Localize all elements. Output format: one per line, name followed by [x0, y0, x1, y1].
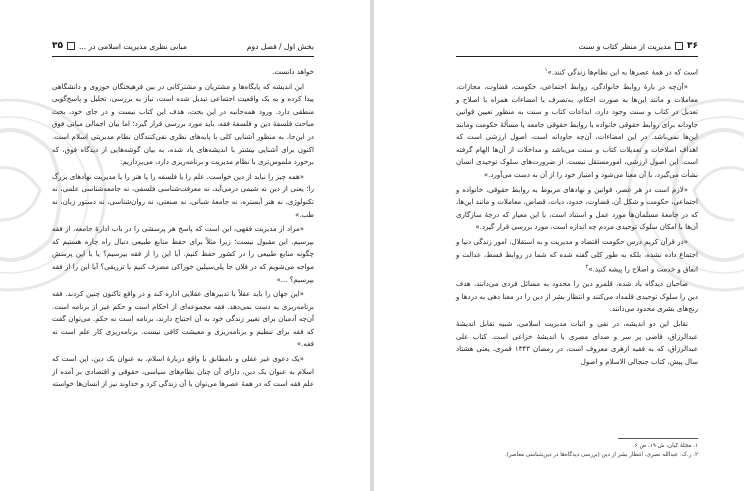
left-header — [52, 38, 314, 54]
paragraph-text: است که در همهٔ عصرها به این نظام‌ها زندگی کنند.» — [547, 68, 698, 77]
footnote: ۱. مجلهٔ کیان، ش ۱۹، ص ۶. — [632, 443, 698, 449]
quote-paragraph: «مراد از مدیریت فقهی، این است که پاسخ هر پرسشی را در باب ادارهٔ جامعه، از فقه بپرسیم. این مقبول نیست؛ زیرا مثلاً برای حفظ منابع طبیعی دنبال راه چاره هستیم که چگونه منابع طبیعی را در کشور حفظ کنیم. آیا این را از فقه بپرسیم؟ یا با این پرسش مواجه می‌شویم که در فلان جا پلی‌سیلین خوراکی مصرف کنیم یا تزریقی؟ آیا این را از فقه بپرسیم؟ ...» — [52, 225, 314, 284]
header-running-title: مدیریت از منظر کتاب و سنت — [578, 41, 671, 51]
quote-paragraph: «این جهان را باید عقلاً با تدبیرهای عقلایی اداره کند و در واقع تاکنون چنین کردند. فقه برنامه‌ریزی به دست نمی‌دهد. فقه مجموعه‌ای از احکام است و حکم غیر از برنامه است. آن‌چه آدمیان برای تغییر زندگی خود به آن احتیاج دارند، برنامه است نه حکم. می‌توان گفت که فقه برای تنظیم و برنامه‌ریزی و معیشت کافی نیست. برنامه‌ریزی کار علم است نه فقه.» — [52, 290, 314, 349]
quote-paragraph — [456, 236, 698, 276]
header-rule — [456, 56, 698, 57]
footnotes — [456, 442, 698, 460]
header-chapter: بخش اول / فصل دوم — [246, 41, 314, 51]
paragraph: تقابل این دو اندیشه، در نفی و اثبات مدیریت اسلامی، شبیه تقابل اندیشهٔ عبدالرزاق، قاضی پر سر و صدای مصری با اندیشهٔ خزاعی است. کتاب علی عبدالرزاق، که به فقیه ازهری معروف است، در رمضان ۱۳۴۳ قمری، یعنی هشتاد سال پیش، کتاب جنجالی الاسلام و اصول — [456, 319, 698, 366]
header-square-ornament — [675, 42, 683, 50]
paragraph: این اندیشه که پایگاه‌ها و مشتریان و مشترکانی در بین فرهیختگان حوزوی و دانشگاهی پیدا کرده و به یک واقعیت اجتماعی تبدیل شده است، نیاز به بررسی، تحلیل و پاسخ‌گویی منطقی دارد. ورود همه‌جانبه در این بحث، هدف این کتاب نیست و در جای خود، بحث مباحث فلسفهٔ دین و فلسفهٔ فقه، باید مورد بررسی قرار گیرد؛ اما بیان اجمالی مبانی فوق در این‌جا، به منظور آشنایی کلی با پایه‌های نظری نفی‌کنندگان نظام مدیریتی اسلام است. اکنون برای آشنایی بیشتر با اندیشه‌های یاد شده، به بیان گوشه‌هایی از دیدگاه فوق، که برخورد ملموس‌تری با نظام مدیریت و برنامه‌ریزی دارد، می‌پردازیم: — [52, 82, 314, 167]
footnote: ۲. ر.ک: عبدالله نصری، انتظار بشر از دین (بررسی دیدگاه‌ها در دین‌شناسی معاصر). — [504, 452, 698, 458]
footnote-ref: ۱ — [544, 67, 548, 73]
header-square-ornament — [67, 42, 75, 50]
header-running-title: مبانی نظری مدیریت اسلامی در ... — [79, 41, 187, 51]
paragraph-text: «در قرآن کریم درس حکومت اقتصاد و مدیریت و به استقلال، امور زندگی دنیا و اجتماع داده نشده، بلکه به طور کلی گفته شده که شما در روابط قسط، عدالت و انفاق و خدمت و اصلاح را پیشه کنید.» — [456, 238, 698, 274]
left-body-text — [52, 66, 314, 393]
header-rule — [52, 56, 314, 57]
page-number: ۳۵ — [52, 41, 63, 51]
paragraph — [456, 64, 698, 79]
quote-paragraph: «آن‌چه در بارهٔ روابط خانوادگی، روابط اجتماعی، حکومت، قضاوت، مجازات، معاملات و مانند این‌ها به صورت احکام، به‌تصرف یا امضاءات همراه با اصلاح و تعدیل در کتاب و سنت وجود دارد، ابداعات کتاب و سنت به منظور تعیین قوانین جاودانه برای روابط حقوقی خانواده یا روابط حقوقی جامعه یا مسألهٔ حکومت ومانند این‌ها نمی‌باشد. در این امضاءات، آن‌چه جاودانه است، اصول ارزشی است که اهداف اصلاحات و تعدیلات کتاب و سنت می‌باشد و مداخلات از آن‌ها الهام گرفته است. این اصول ارزشی، امورمستقل نیست. از ضرورت‌های سلوک توحیدی انسان نشأت می‌گیرد، با آن معنا می‌شود و امتیاز خود را از آن به دست می‌آورد.» — [456, 82, 698, 180]
left-page — [0, 0, 370, 491]
paragraph: صاحبان دیدگاه یاد شده، قلمرو دین را محدود به مسائل فردی می‌دانند، هدف دین را سلوک توحیدی قلمداد می‌کنند و انتظار بشر از دین را در معنا دهی به دردها و رنج‌های بشری محدود می‌دانند. — [456, 280, 698, 314]
right-page — [374, 0, 744, 491]
quote-paragraph: «لازم است در هر عصر، قوانین و نهادهای مربوط به روابط حقوقی، خانواده و اجتماعی، حکومت و شکل آن، قضاوت، حدود، دیات، قصاص، معاملات و مانند این‌ها، که در جامعهٔ مسلمان‌ها مورد عمل و استناد است، با این معیار که درجهٔ سازگاری آن‌ها با امکان سلوک توحیدی مردم چه اندازه است، مورد بررسی قرار گیرد.» — [456, 185, 698, 232]
quote-paragraph: «همه چیز را نباید از دین خواست، علم را یا فلسفه را یا هنر را یا مدیریت نهادهای بزرگ را؛ یعنی از دین نه شیمی درمی‌آید، نه معرفت‌شناسی فلسفی، نه جامعه‌شناسی علمی، نه تکنولوژی، نه هنر آبستره، نه جامعهٔ شبانی، نه صنعتی، نه روان‌شناسی، نه دستور زبان، نه طب.» — [52, 172, 314, 219]
quote-paragraph: «یک دعوی غیر عقلی و نامطابق با واقع دربارهٔ اسلام، به عنوان یک دین، این است که اسلام به عنوان یک دین، دارای آن چنان نظام‌های سیاسی، حقوقی و اقتصادی بر آمده از علم فقه است که در همهٔ عصرها می‌توان با آن زندگی کرد و خداوند نیز از انسان‌ها خواسته — [52, 355, 314, 389]
footnote-ref: ۲ — [585, 264, 589, 271]
paragraph: خواهد دانست. — [272, 68, 314, 76]
right-header — [456, 38, 698, 54]
right-body-text — [456, 64, 698, 370]
page-number: ۳۶ — [687, 41, 698, 51]
footnote-rule — [618, 438, 698, 439]
